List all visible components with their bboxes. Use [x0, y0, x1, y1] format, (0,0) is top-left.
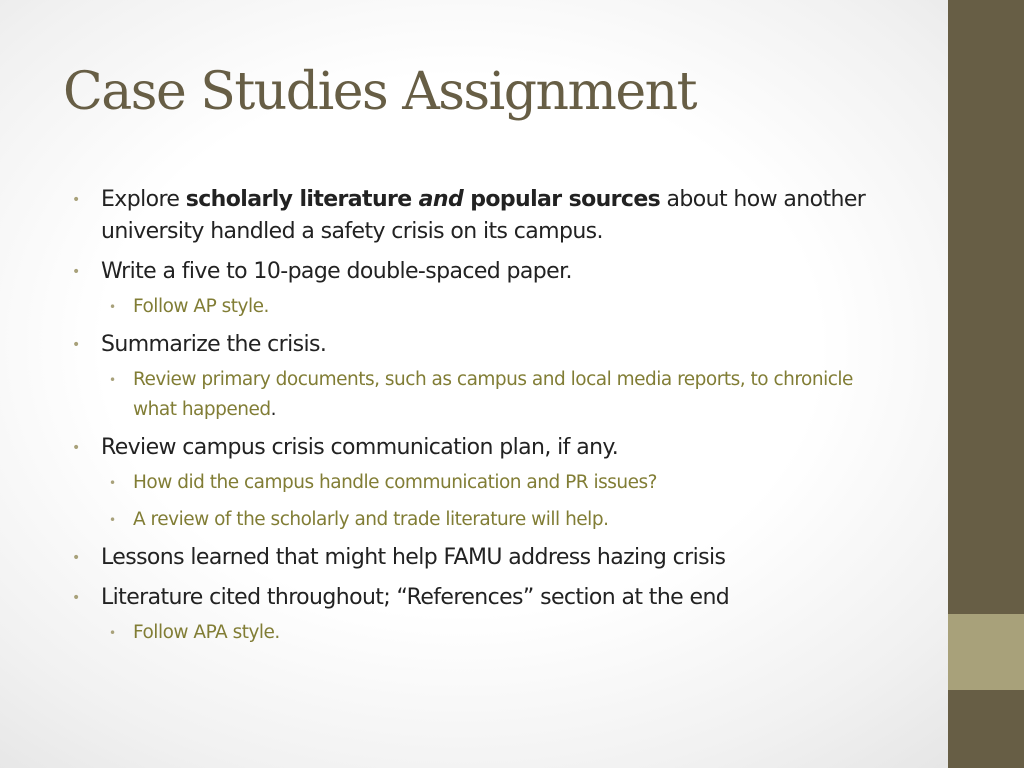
bullet-text: Lessons learned that might help FAMU address hazing crisis [101, 545, 726, 570]
bullet-icon: • [109, 476, 116, 490]
text-segment: Explore [101, 187, 186, 212]
bullet-item [72, 432, 882, 464]
sub-bullet-text: Follow AP style. [133, 296, 269, 317]
sub-bullet-text: Follow APA style. [133, 622, 280, 643]
bullet-icon: • [109, 626, 116, 640]
sidebar-accent-block [948, 614, 1024, 690]
bullet-icon: • [72, 192, 80, 208]
sub-bullet-item [72, 292, 882, 322]
sub-bullet-item [72, 365, 882, 425]
bold-text: scholarly literature [185, 187, 419, 212]
bullet-icon: • [72, 550, 80, 566]
bullet-icon: • [109, 513, 116, 527]
bullet-icon: • [72, 440, 80, 456]
bullet-text: Summarize the crisis. [101, 332, 327, 357]
sub-bullet-text: How did the campus handle communication and PR issues? [133, 472, 657, 493]
bold-italic-text [419, 187, 463, 212]
bullet-icon: • [72, 337, 80, 353]
bullet-item [72, 256, 882, 288]
bullet-item [72, 184, 882, 248]
bullet-icon: • [72, 264, 80, 280]
bullet-icon: • [109, 300, 116, 314]
text-segment: about how another university handled a safety crisis on its campus. [101, 187, 866, 244]
bullet-text: Literature cited throughout; “References” section at the end [101, 585, 730, 610]
bullet-item [72, 542, 882, 574]
sub-bullet-item [72, 618, 882, 648]
sub-bullet-text: Review primary documents, such as campus and local media reports, to chronicle what happened [133, 369, 853, 420]
period: . [270, 399, 276, 420]
italic-text: and [418, 187, 464, 212]
bullet-icon: • [72, 590, 80, 606]
bullet-list [72, 184, 882, 655]
bold-text: popular sources [463, 187, 661, 212]
sub-bullet-item [72, 468, 882, 498]
bullet-item [72, 329, 882, 361]
bullet-text [101, 187, 865, 244]
bullet-text: Review campus crisis communication plan, if any. [101, 435, 619, 460]
slide-title: Case Studies Assignment [63, 62, 696, 122]
sub-bullet-item [72, 505, 882, 535]
bullet-icon: • [109, 373, 116, 387]
bullet-item [72, 582, 882, 614]
bullet-text: Write a five to 10-page double-spaced paper. [101, 259, 572, 284]
sub-bullet-text: A review of the scholarly and trade literature will help. [133, 509, 609, 530]
